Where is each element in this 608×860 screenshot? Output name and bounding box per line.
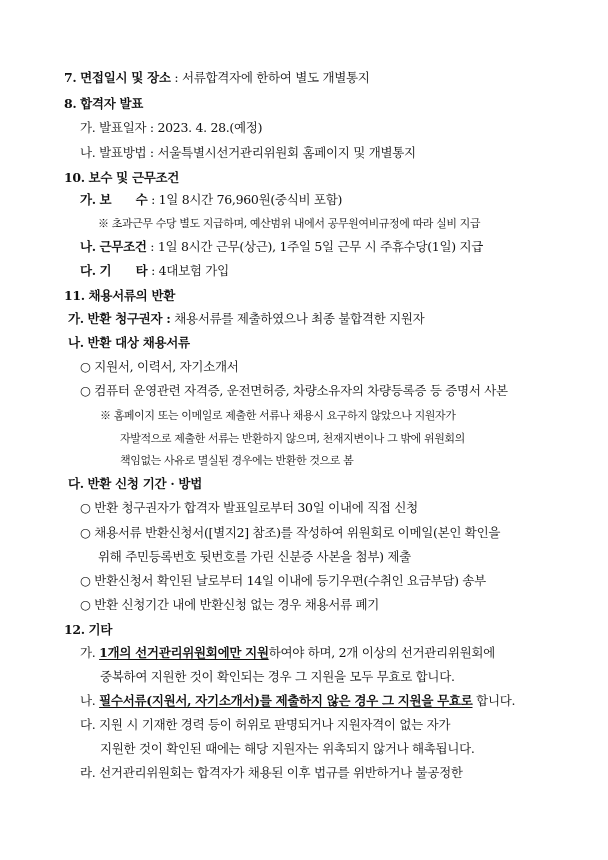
item-marker: 가. <box>80 120 96 135</box>
section-12-number: 12. <box>64 622 85 637</box>
list-item <box>80 597 379 613</box>
list-item-continuation: 위해 주민등록번호 뒷번호를 가린 신분증 사본을 첨부) 제출 <box>98 549 411 564</box>
item-marker: 나. <box>80 145 96 160</box>
item-label: 근무조건 <box>99 239 147 254</box>
list-item-text: 컴퓨터 운영관련 자격증, 운전면허증, 차량소유자의 차량등록증 등 증명서 사본 <box>94 383 508 398</box>
section-11-title: 채용서류의 반환 <box>88 288 176 303</box>
item-text: : 1일 8시간 76,960원(중식비 포함) <box>147 192 343 207</box>
section-8-item-b <box>80 145 416 161</box>
section-10-heading <box>64 170 179 186</box>
item-marker: 가. <box>80 192 96 207</box>
item-marker: 나. <box>68 335 84 350</box>
section-12-item-c <box>80 717 450 733</box>
section-10-item-b <box>80 239 483 255</box>
item-label: 반환 청구권자 : <box>87 311 171 326</box>
list-item <box>80 573 486 589</box>
bullet: ○ <box>80 500 91 515</box>
item-marker: 다. <box>68 476 84 491</box>
bullet: ○ <box>80 383 91 398</box>
section-8-number: 8. <box>64 96 77 111</box>
list-item <box>80 359 239 375</box>
item-marker: 다. <box>80 717 96 732</box>
section-11-heading <box>64 288 175 304</box>
section-12-item-a-cont: 중복하여 지원한 것이 확인되는 경우 그 지원을 모두 무효로 합니다. <box>100 669 455 684</box>
section-8-heading <box>64 96 143 112</box>
item-marker: 가. <box>68 311 84 326</box>
list-item-text: 지원서, 이력서, 자기소개서 <box>94 359 239 374</box>
list-item-text: 채용서류 반환신청서([별지2] 참조)를 작성하여 위원회로 이메일(본인 확인을 <box>94 525 501 540</box>
list-item-text: 반환신청서 확인된 날로부터 14일 이내에 등기우편(수취인 요금부담) 송부 <box>94 573 486 588</box>
list-item-text: 반환 청구권자가 합격자 발표일로부터 30일 이내에 직접 신청 <box>94 500 418 515</box>
note-line: ※ 홈페이지 또는 이메일로 제출한 서류나 채용시 요구하지 않았으나 지원자가 <box>100 409 456 422</box>
section-8-item-a <box>80 120 262 136</box>
section-12-title: 기타 <box>88 622 113 637</box>
item-text: 선거관리위원회는 합격자가 채용된 이후 법규를 위반하거나 불공정한 <box>99 765 463 780</box>
section-11-item-b <box>68 335 190 351</box>
list-item <box>80 383 508 399</box>
item-text: 합니다. <box>472 693 516 708</box>
item-marker: 나. <box>80 239 96 254</box>
item-label: 보 수 <box>99 192 148 207</box>
item-text: : 4대보험 가입 <box>147 263 229 278</box>
item-marker: 다. <box>80 263 96 278</box>
list-item <box>80 500 418 516</box>
section-11-number: 11. <box>64 288 85 303</box>
section-7-number: 7. <box>64 70 77 85</box>
section-10-item-c <box>80 263 229 279</box>
section-7-line <box>64 70 370 86</box>
list-item-text: 반환 신청기간 내에 반환신청 없는 경우 채용서류 폐기 <box>94 597 380 612</box>
list-item <box>80 525 500 541</box>
section-10-item-a <box>80 192 342 208</box>
item-emphasis: 1개의 선거관리위원회에만 지원 <box>99 645 269 660</box>
bullet: ○ <box>80 359 91 374</box>
section-7-sep: : <box>170 70 182 85</box>
section-7-text: 서류합격자에 한하여 별도 개별통지 <box>181 70 370 85</box>
item-title: 반환 신청 기간 · 방법 <box>87 476 202 491</box>
section-12-item-c-cont: 지원한 것이 확인된 때에는 해당 지원자는 위촉되지 않거나 해촉됩니다. <box>100 741 475 756</box>
section-10-note: ※ 초과근무 수당 별도 지급하며, 예산범위 내에서 공무원여비규정에 따라 실비 지급 <box>98 217 481 230</box>
note-line: 자발적으로 제출한 서류는 반환하지 않으며, 천재지변이나 그 밖에 위원회의 <box>120 432 465 445</box>
item-emphasis: 필수서류(지원서, 자기소개서)를 제출하지 않은 경우 그 지원을 무효로 <box>99 693 473 708</box>
bullet: ○ <box>80 597 91 612</box>
section-12-item-d <box>80 765 463 781</box>
note-line: 책임없는 사유로 멸실된 경우에는 반환한 것으로 봄 <box>120 454 354 467</box>
section-7-title: 면접일시 및 장소 <box>80 70 171 85</box>
section-10-number: 10. <box>64 170 85 185</box>
item-text: 발표일자 : 2023. 4. 28.(예정) <box>99 120 263 135</box>
item-marker: 가. <box>80 645 96 660</box>
section-11-item-c <box>68 476 202 492</box>
bullet: ○ <box>80 525 91 540</box>
item-marker: 라. <box>80 765 96 780</box>
item-text: 지원 시 기재한 경력 등이 허위로 판명되거나 지원자격이 없는 자가 <box>99 717 451 732</box>
item-label: 기 타 <box>99 263 148 278</box>
bullet: ○ <box>80 573 91 588</box>
section-8-title: 합격자 발표 <box>80 96 144 111</box>
section-12-item-b <box>80 693 515 709</box>
item-text: 하여야 하며, 2개 이상의 선거관리위원회에 <box>268 645 495 660</box>
section-10-title: 보수 및 근무조건 <box>88 170 180 185</box>
item-text: 발표방법 : 서울특별시선거관리위원회 홈페이지 및 개별통지 <box>99 145 416 160</box>
item-text: : 1일 8시간 근무(상근), 1주일 5일 근무 시 주휴수당(1일) 지급 <box>146 239 484 254</box>
section-12-heading <box>64 622 112 638</box>
section-11-item-a <box>68 311 424 327</box>
item-text: 채용서류를 제출하였으나 최종 불합격한 지원자 <box>170 311 425 326</box>
item-marker: 나. <box>80 693 96 708</box>
item-title: 반환 대상 채용서류 <box>87 335 190 350</box>
section-12-item-a <box>80 645 495 661</box>
